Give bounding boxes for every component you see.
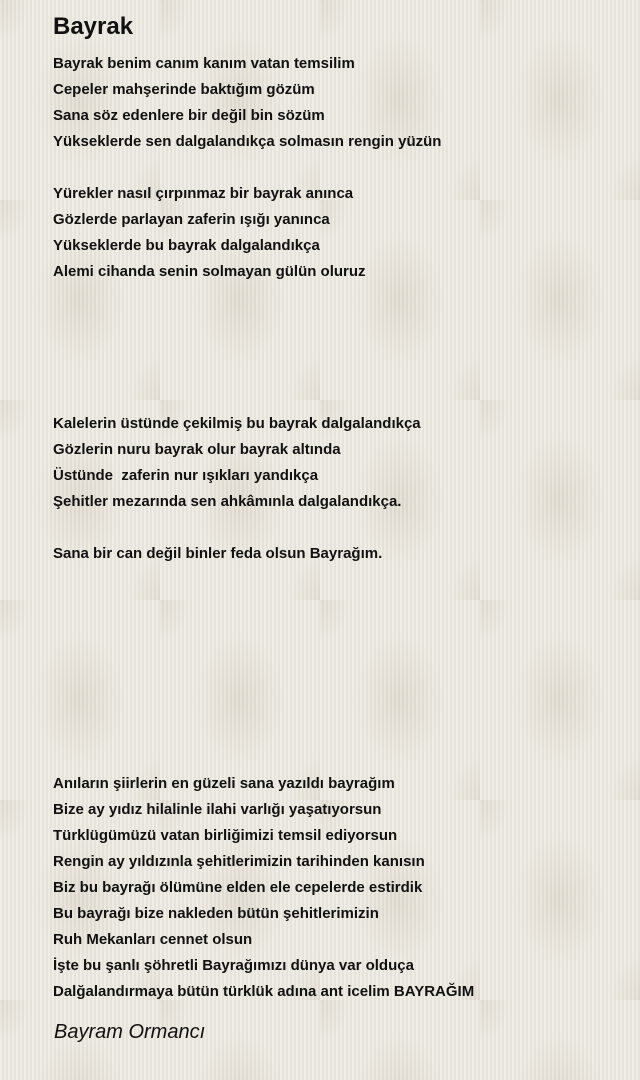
stanza	[53, 771, 474, 1005]
poem-author: Bayram Ormancı	[54, 1021, 206, 1043]
stanza	[53, 51, 441, 155]
poem-line: Türklügümüzü vatan birliğimizi temsil ediyorsun	[53, 827, 398, 844]
poem-line: Şehitler mezarında sen ahkâmınla dalgalandıkça.	[53, 493, 402, 510]
poem-line: Rengin ay yıldızınla şehitlerimizin tarihinden kanısın	[53, 853, 425, 870]
poem-line: Bize ay yıdız hilalinle ilahi varlığı yaşatıyorsun	[53, 801, 382, 818]
poem-line: Bayrak benim canım kanım vatan temsilim	[53, 55, 355, 72]
poem-line: Yükseklerde sen dalgalandıkça solmasın rengin yüzün	[53, 133, 442, 150]
poem-line: Ruh Mekanları cennet olsun	[53, 931, 253, 948]
poem-line: Yükseklerde bu bayrak dalgalandıkça	[53, 237, 320, 254]
poem-line: Alemi cihanda senin solmayan gülün oluruz	[53, 263, 366, 280]
poem-line: Sana söz edenlere bir değil bin sözüm	[53, 107, 325, 124]
poem-line: Üstünde zaferin nur ışıkları yandıkça	[53, 467, 319, 484]
poem-line: Gözlerde parlayan zaferin ışığı yanınca	[53, 211, 330, 228]
poem-line: Anıların şiirlerin en güzeli sana yazıldı bayrağım	[53, 775, 395, 792]
stanza	[53, 411, 421, 515]
poem-line: Dalğalandırmaya bütün türklük adına ant icelim BAYRAĞIM	[53, 983, 475, 1000]
poem-line: Gözlerin nuru bayrak olur bayrak altında	[53, 441, 341, 458]
poem-title: Bayrak	[53, 13, 134, 40]
stanza	[53, 181, 366, 285]
poem-line: Biz bu bayrağı ölümüne elden ele cepelerde estirdik	[53, 879, 423, 896]
poem-line: Bu bayrağı bize nakleden bütün şehitlerimizin	[53, 905, 379, 922]
poem-line: Yürekler nasıl çırpınmaz bir bayrak anınca	[53, 185, 354, 202]
poem-line: Sana bir can değil binler feda olsun Bayrağım.	[53, 545, 383, 562]
stanza	[53, 541, 382, 567]
poem-line: Kalelerin üstünde çekilmiş bu bayrak dalgalandıkça	[53, 415, 421, 432]
poem-line: İşte bu şanlı şöhretli Bayrağımızı dünya var olduça	[53, 957, 414, 974]
poem-container	[53, 0, 623, 1080]
poem-line: Cepeler mahşerinde baktığım gözüm	[53, 81, 315, 98]
